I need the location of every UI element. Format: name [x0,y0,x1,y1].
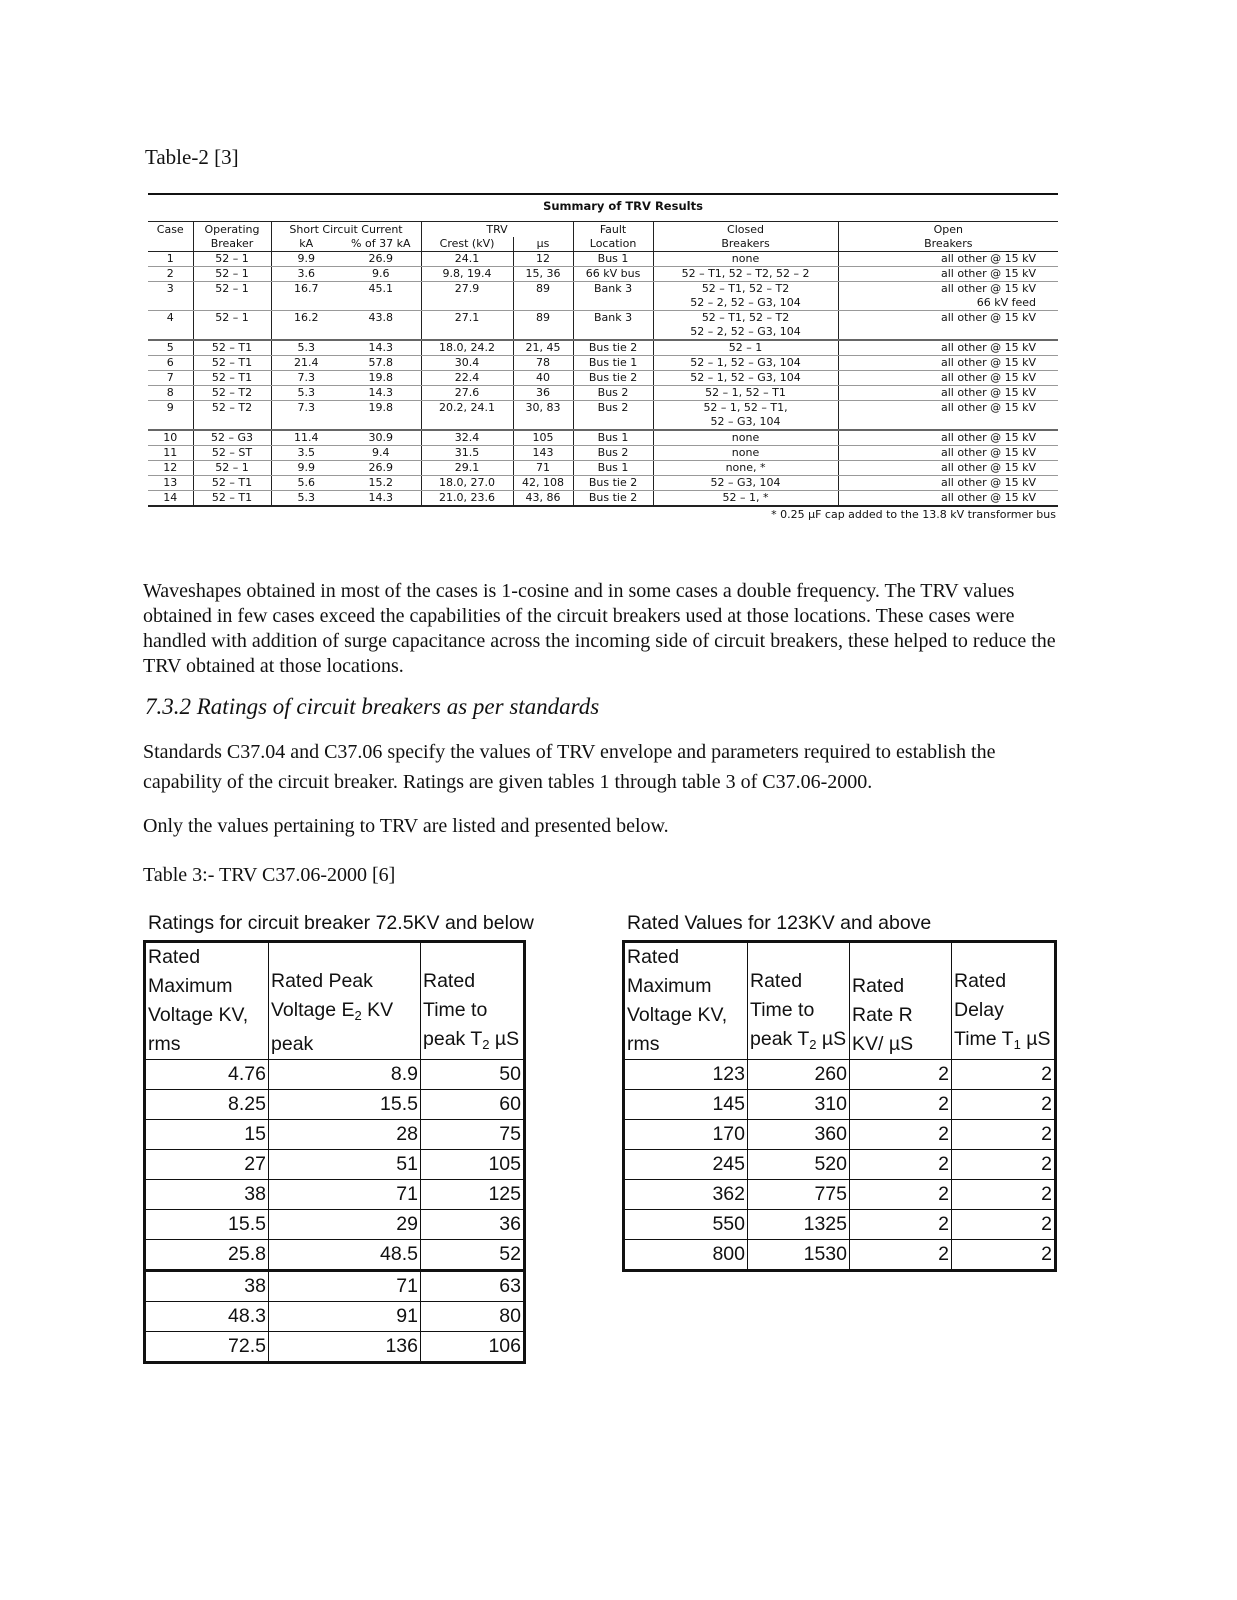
cell-short-circuit-pct: 19.8 [341,401,421,431]
cell-trv-us: 89 [513,282,573,311]
cell-short-circuit-ka: 7.3 [271,401,341,431]
cell-delay-time: 2 [952,1120,1056,1150]
trv-header-row-2 [148,237,1058,252]
cell-time-to-peak: 80 [421,1302,525,1332]
cell-case: 6 [148,356,193,371]
left-ratings-header [145,942,525,1060]
right-ratings-header [624,942,1056,1060]
cell-operating-breaker: 52 – 1 [193,252,271,267]
table-row [148,386,1058,401]
cell-case: 3 [148,282,193,311]
header-open: Open [838,222,1058,238]
cell-rated-peak-voltage: 91 [269,1302,421,1332]
cell-closed-breakers: 52 – 1, 52 – T1, 52 – G3, 104 [653,401,838,431]
cell-time-to-peak: 1325 [748,1210,850,1240]
cell-fault-location: Bus 1 [573,252,653,267]
cell-short-circuit-ka: 9.9 [271,461,341,476]
cell-rated-max-voltage: 15.5 [145,1210,269,1240]
cell-operating-breaker: 52 – T1 [193,356,271,371]
left-ratings-caption: Ratings for circuit breaker 72.5KV and below [148,912,534,934]
cell-rated-peak-voltage: 71 [269,1271,421,1302]
cell-trv-crest: 27.9 [421,282,513,311]
cell-case: 1 [148,252,193,267]
table-row [624,1060,1056,1090]
cell-trv-crest: 29.1 [421,461,513,476]
cell-case: 2 [148,267,193,282]
cell-trv-crest: 32.4 [421,430,513,446]
cell-trv-us: 78 [513,356,573,371]
header-pct: % of 37 kA [341,237,421,252]
cell-fault-location: Bank 3 [573,282,653,311]
table-row [148,461,1058,476]
cell-short-circuit-ka: 16.2 [271,311,341,341]
cell-open-breakers: all other @ 15 kV [838,401,1058,431]
cell-time-to-peak: 50 [421,1060,525,1090]
cell-time-to-peak: 775 [748,1180,850,1210]
cell-rated-peak-voltage: 136 [269,1332,421,1363]
table-row [145,1120,525,1150]
cell-rated-max-voltage: 27 [145,1150,269,1180]
right-header-voltage: Rated Maximum Voltage KV, rms [624,942,748,1060]
cell-closed-breakers: 52 – G3, 104 [653,476,838,491]
cell-rate-r: 2 [850,1120,952,1150]
cell-trv-us: 71 [513,461,573,476]
cell-short-circuit-pct: 26.9 [341,461,421,476]
cell-rate-r: 2 [850,1240,952,1271]
cell-trv-us: 15, 36 [513,267,573,282]
cell-open-breakers: all other @ 15 kV [838,491,1058,507]
cell-fault-location: 66 kV bus [573,267,653,282]
cell-trv-us: 21, 45 [513,340,573,356]
cell-operating-breaker: 52 – ST [193,446,271,461]
cell-time-to-peak: 520 [748,1150,850,1180]
cell-operating-breaker: 52 – T1 [193,491,271,507]
cell-short-circuit-pct: 14.3 [341,340,421,356]
cell-short-circuit-ka: 5.3 [271,386,341,401]
right-ratings-caption: Rated Values for 123KV and above [627,912,932,934]
cell-rated-peak-voltage: 29 [269,1210,421,1240]
right-header-delay: Rated Delay Time $T_1$ µS [952,942,1056,1060]
cell-time-to-peak: 63 [421,1271,525,1302]
table-row [148,371,1058,386]
cell-closed-breakers: 52 – T1, 52 – T2 52 – 2, 52 – G3, 104 [653,311,838,341]
cell-open-breakers: all other @ 15 kV 66 kV feed [838,282,1058,311]
cell-trv-crest: 31.5 [421,446,513,461]
cell-fault-location: Bus 1 [573,430,653,446]
cell-closed-breakers: none, * [653,461,838,476]
cell-closed-breakers: none [653,446,838,461]
cell-fault-location: Bus tie 2 [573,340,653,356]
cell-time-to-peak: 260 [748,1060,850,1090]
cell-operating-breaker: 52 – T2 [193,386,271,401]
cell-delay-time: 2 [952,1240,1056,1271]
cell-time-to-peak: 106 [421,1332,525,1363]
cell-closed-breakers: 52 – T1, 52 – T2 52 – 2, 52 – G3, 104 [653,282,838,311]
cell-trv-us: 89 [513,311,573,341]
cell-open-breakers: all other @ 15 kV [838,476,1058,491]
cell-fault-location: Bus tie 2 [573,476,653,491]
cell-short-circuit-ka: 7.3 [271,371,341,386]
cell-rated-peak-voltage: 8.9 [269,1060,421,1090]
left-ratings-table [143,940,526,1364]
table-row [624,1090,1056,1120]
cell-time-to-peak: 36 [421,1210,525,1240]
table-row [624,1150,1056,1180]
cell-time-to-peak: 75 [421,1120,525,1150]
cell-rated-max-voltage: 362 [624,1180,748,1210]
cell-short-circuit-pct: 19.8 [341,371,421,386]
cell-closed-breakers: 52 – T1, 52 – T2, 52 – 2 [653,267,838,282]
cell-short-circuit-ka: 9.9 [271,252,341,267]
table-row [148,430,1058,446]
paragraph-only-values: Only the values pertaining to TRV are listed and presented below. [143,815,669,837]
cell-delay-time: 2 [952,1210,1056,1240]
table-row [145,1090,525,1120]
cell-trv-crest: 9.8, 19.4 [421,267,513,282]
cell-case: 13 [148,476,193,491]
header-case: Case [148,222,193,238]
cell-case: 12 [148,461,193,476]
cell-delay-time: 2 [952,1180,1056,1210]
cell-operating-breaker: 52 – T1 [193,371,271,386]
left-header-time-to-peak: Rated Time to peak $T_2$ µS [421,942,525,1060]
cell-operating-breaker: 52 – 1 [193,311,271,341]
header-open-breakers: Breakers [838,237,1058,252]
header-fault: Fault [573,222,653,238]
table-row [624,1120,1056,1150]
cell-case: 5 [148,340,193,356]
cell-closed-breakers: 52 – 1, 52 – T1 [653,386,838,401]
cell-rate-r: 2 [850,1060,952,1090]
cell-trv-crest: 20.2, 24.1 [421,401,513,431]
cell-short-circuit-pct: 14.3 [341,386,421,401]
right-header-rate: Rated Rate R KV/ µS [850,942,952,1060]
cell-delay-time: 2 [952,1150,1056,1180]
cell-delay-time: 2 [952,1060,1056,1090]
cell-closed-breakers: 52 – 1 [653,340,838,356]
cell-operating-breaker: 52 – T2 [193,401,271,431]
cell-rated-max-voltage: 123 [624,1060,748,1090]
cell-trv-us: 105 [513,430,573,446]
cell-rated-peak-voltage: 15.5 [269,1090,421,1120]
cell-rated-max-voltage: 550 [624,1210,748,1240]
table-row [148,282,1058,311]
left-header-peak-voltage: Rated Peak Voltage $E_2$ KV peak [269,942,421,1060]
cell-short-circuit-pct: 45.1 [341,282,421,311]
table-row [145,1150,525,1180]
table-row [148,311,1058,341]
cell-operating-breaker: 52 – 1 [193,267,271,282]
cell-fault-location: Bus tie 2 [573,491,653,507]
cell-rated-peak-voltage: 71 [269,1180,421,1210]
header-trv: TRV [421,222,573,238]
trv-results-table [148,221,1058,507]
cell-open-breakers: all other @ 15 kV [838,461,1058,476]
cell-case: 8 [148,386,193,401]
cell-rated-max-voltage: 48.3 [145,1302,269,1332]
cell-time-to-peak: 310 [748,1090,850,1120]
cell-short-circuit-pct: 14.3 [341,491,421,507]
cell-closed-breakers: none [653,430,838,446]
cell-rate-r: 2 [850,1090,952,1120]
cell-fault-location: Bus tie 1 [573,356,653,371]
table-row [148,356,1058,371]
cell-short-circuit-pct: 26.9 [341,252,421,267]
table-row [148,476,1058,491]
section-heading: 7.3.2 Ratings of circuit breakers as per standards [145,694,600,719]
cell-rated-max-voltage: 25.8 [145,1240,269,1271]
cell-closed-breakers: 52 – 1, 52 – G3, 104 [653,371,838,386]
cell-rated-max-voltage: 15 [145,1120,269,1150]
cell-short-circuit-ka: 21.4 [271,356,341,371]
table-row [145,1240,525,1271]
cell-open-breakers: all other @ 15 kV [838,311,1058,341]
header-closed-breakers: Breakers [653,237,838,252]
cell-operating-breaker: 52 – G3 [193,430,271,446]
cell-trv-us: 12 [513,252,573,267]
cell-operating-breaker: 52 – 1 [193,461,271,476]
cell-fault-location: Bus 1 [573,461,653,476]
cell-rated-max-voltage: 800 [624,1240,748,1271]
cell-rated-max-voltage: 38 [145,1271,269,1302]
cell-rated-peak-voltage: 51 [269,1150,421,1180]
cell-case: 9 [148,401,193,431]
cell-delay-time: 2 [952,1090,1056,1120]
cell-short-circuit-pct: 9.4 [341,446,421,461]
cell-trv-us: 143 [513,446,573,461]
cell-open-breakers: all other @ 15 kV [838,356,1058,371]
cell-operating-breaker: 52 – 1 [193,282,271,311]
cell-trv-crest: 18.0, 27.0 [421,476,513,491]
cell-short-circuit-pct: 57.8 [341,356,421,371]
table-row [148,491,1058,507]
cell-rated-max-voltage: 8.25 [145,1090,269,1120]
table-row [145,1332,525,1363]
cell-trv-crest: 24.1 [421,252,513,267]
cell-trv-crest: 18.0, 24.2 [421,340,513,356]
cell-open-breakers: all other @ 15 kV [838,430,1058,446]
trv-summary-table [148,193,1058,521]
cell-fault-location: Bus tie 2 [573,371,653,386]
trv-table-title: Summary of TRV Results [543,199,703,213]
right-ratings-table [622,940,1057,1272]
cell-time-to-peak: 60 [421,1090,525,1120]
cell-operating-breaker: 52 – T1 [193,340,271,356]
cell-trv-crest: 27.1 [421,311,513,341]
cell-short-circuit-ka: 3.5 [271,446,341,461]
cell-rated-peak-voltage: 48.5 [269,1240,421,1271]
cell-open-breakers: all other @ 15 kV [838,252,1058,267]
table-row [145,1271,525,1302]
table-row [148,340,1058,356]
cell-time-to-peak: 1530 [748,1240,850,1271]
cell-case: 14 [148,491,193,507]
table-row [145,1302,525,1332]
cell-operating-breaker: 52 – T1 [193,476,271,491]
cell-open-breakers: all other @ 15 kV [838,386,1058,401]
cell-case: 10 [148,430,193,446]
cell-closed-breakers: none [653,252,838,267]
cell-rate-r: 2 [850,1150,952,1180]
cell-short-circuit-pct: 9.6 [341,267,421,282]
cell-fault-location: Bus 2 [573,386,653,401]
cell-case: 4 [148,311,193,341]
table-row [148,252,1058,267]
cell-trv-crest: 30.4 [421,356,513,371]
cell-short-circuit-ka: 5.3 [271,491,341,507]
left-header-voltage: Rated Maximum Voltage KV, rms [145,942,269,1060]
cell-fault-location: Bus 2 [573,446,653,461]
right-header-time-to-peak: Rated Time to peak $T_2$ µS [748,942,850,1060]
paragraph-waveshapes: Waveshapes obtained in most of the cases is 1-cosine and in some cases a double frequency. The TRV values obtained in few cases exceed the capabilities of the circuit breakers used at those locations. These cases were handled with addition of surge capacitance across the incoming side of circuit breakers, these helped to reduce the TRV obtained at those locations. [143,580,1056,677]
cell-open-breakers: all other @ 15 kV [838,340,1058,356]
cell-short-circuit-pct: 43.8 [341,311,421,341]
header-case-blank [148,237,193,252]
header-location: Location [573,237,653,252]
header-short-circuit: Short Circuit Current [271,222,421,238]
cell-trv-us: 30, 83 [513,401,573,431]
cell-open-breakers: all other @ 15 kV [838,371,1058,386]
cell-short-circuit-pct: 15.2 [341,476,421,491]
cell-rate-r: 2 [850,1180,952,1210]
table-row [624,1210,1056,1240]
cell-open-breakers: all other @ 15 kV [838,267,1058,282]
header-us: µs [513,237,573,252]
table-row [148,267,1058,282]
cell-trv-crest: 27.6 [421,386,513,401]
cell-rated-max-voltage: 38 [145,1180,269,1210]
cell-trv-us: 40 [513,371,573,386]
cell-time-to-peak: 52 [421,1240,525,1271]
header-operating: Operating [193,222,271,238]
trv-footnote: * 0.25 µF cap added to the 13.8 kV transformer bus [771,508,1056,521]
table-row [148,401,1058,431]
cell-time-to-peak: 105 [421,1150,525,1180]
cell-short-circuit-ka: 5.3 [271,340,341,356]
cell-trv-crest: 21.0, 23.6 [421,491,513,507]
cell-case: 11 [148,446,193,461]
cell-fault-location: Bank 3 [573,311,653,341]
paragraph-standards: Standards C37.04 and C37.06 specify the values of TRV envelope and parameters required to establish the capability of the circuit breaker. Ratings are given tables 1 through table 3 of C37.06-2000. [143,741,996,793]
trv-header-row-1 [148,222,1058,238]
cell-closed-breakers: 52 – 1, 52 – G3, 104 [653,356,838,371]
cell-short-circuit-pct: 30.9 [341,430,421,446]
cell-trv-us: 43, 86 [513,491,573,507]
cell-closed-breakers: 52 – 1, * [653,491,838,507]
table-2-caption: Table-2 [3] [145,145,239,169]
table-row [145,1060,525,1090]
cell-fault-location: Bus 2 [573,401,653,431]
table-row [624,1180,1056,1210]
cell-trv-crest: 22.4 [421,371,513,386]
cell-open-breakers: all other @ 15 kV [838,446,1058,461]
cell-rated-max-voltage: 4.76 [145,1060,269,1090]
header-breaker: Breaker [193,237,271,252]
cell-rated-max-voltage: 72.5 [145,1332,269,1363]
cell-rated-max-voltage: 170 [624,1120,748,1150]
cell-short-circuit-ka: 5.6 [271,476,341,491]
cell-rate-r: 2 [850,1210,952,1240]
cell-trv-us: 42, 108 [513,476,573,491]
cell-short-circuit-ka: 11.4 [271,430,341,446]
cell-time-to-peak: 360 [748,1120,850,1150]
table-row [624,1240,1056,1271]
cell-short-circuit-ka: 3.6 [271,267,341,282]
table-3-caption: Table 3:- TRV C37.06-2000 [6] [143,864,396,886]
cell-trv-us: 36 [513,386,573,401]
table-row [148,446,1058,461]
table-row [145,1180,525,1210]
table-row [145,1210,525,1240]
cell-time-to-peak: 125 [421,1180,525,1210]
header-closed: Closed [653,222,838,238]
header-ka: kA [271,237,341,252]
cell-rated-max-voltage: 145 [624,1090,748,1120]
header-crest: Crest (kV) [421,237,513,252]
cell-rated-max-voltage: 245 [624,1150,748,1180]
cell-rated-peak-voltage: 28 [269,1120,421,1150]
cell-case: 7 [148,371,193,386]
cell-short-circuit-ka: 16.7 [271,282,341,311]
